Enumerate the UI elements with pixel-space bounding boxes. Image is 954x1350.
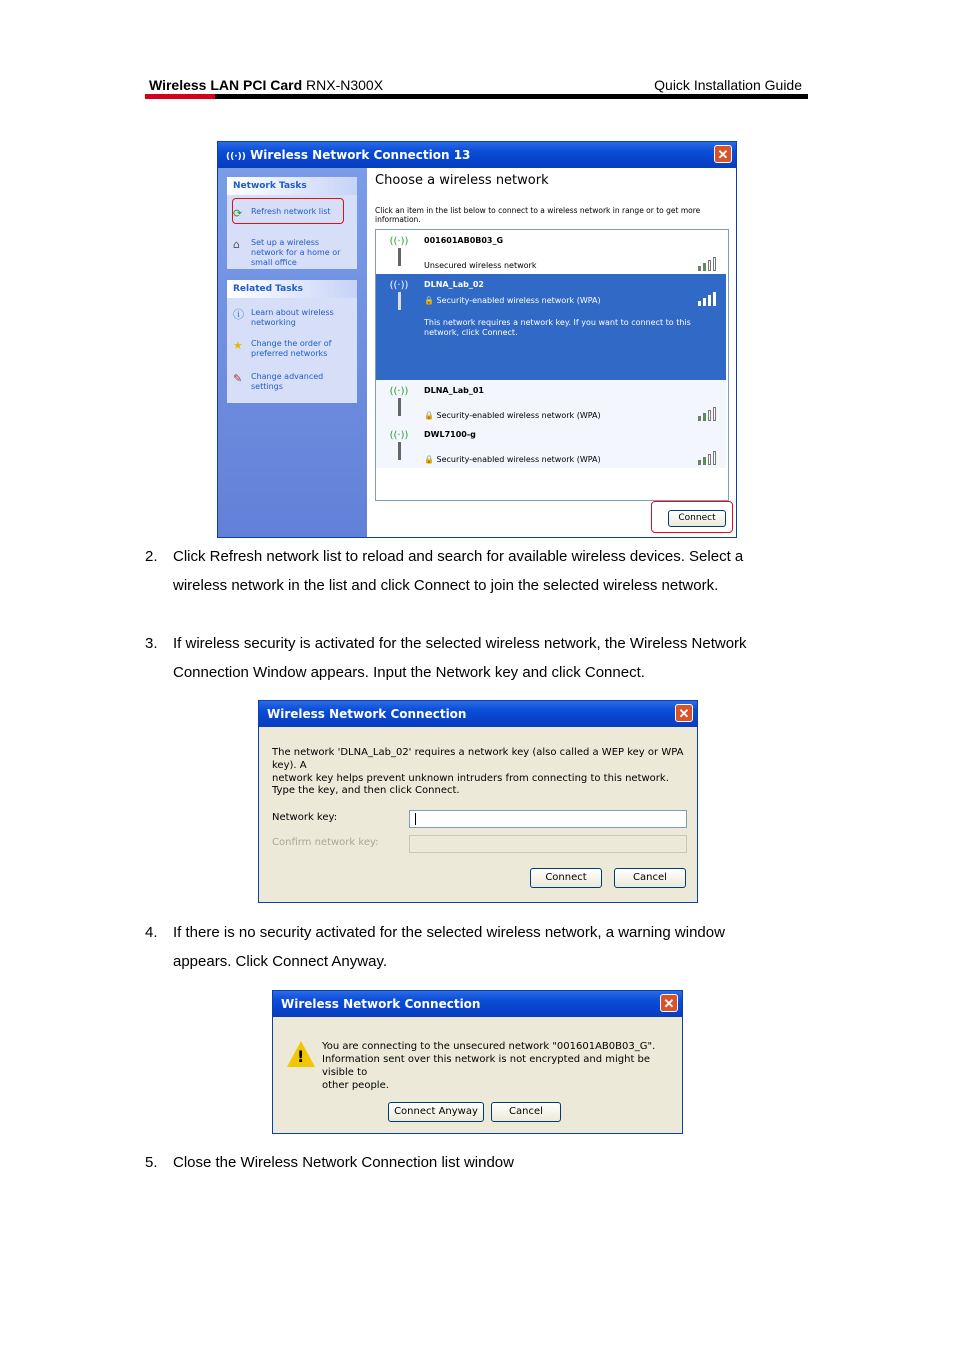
step-text-line: Close the Wireless Network Connection list window bbox=[173, 1154, 514, 1171]
confirm-key-label: Confirm network key: bbox=[272, 837, 379, 848]
network-key-dialog bbox=[258, 700, 698, 903]
info-icon: ⓘ bbox=[233, 308, 244, 321]
main-title: Choose a wireless network bbox=[375, 173, 549, 188]
task-label: Change advanced settings bbox=[251, 372, 324, 391]
antenna-icon: ((·)) bbox=[386, 280, 412, 312]
task-label: Set up a wireless network for a home or small office bbox=[251, 238, 341, 267]
connect-anyway-button[interactable]: Connect Anyway bbox=[388, 1102, 484, 1122]
task-label: Learn about wireless networking bbox=[251, 308, 334, 327]
network-security-text: Security-enabled wireless network (WPA) bbox=[436, 455, 601, 464]
step-text-line: Connection Window appears. Input the Network key and click Connect. bbox=[173, 664, 645, 681]
step-text-line: appears. Click Connect Anyway. bbox=[173, 953, 387, 970]
antenna-icon: ((·)) bbox=[386, 236, 412, 268]
connect-button[interactable]: Connect bbox=[668, 510, 726, 527]
header-product-name: Wireless LAN PCI Card bbox=[149, 77, 303, 93]
network-item-DWL7100-g[interactable] bbox=[376, 424, 726, 468]
warning-message-line: other people. bbox=[322, 1080, 389, 1091]
network-security-text: Security-enabled wireless network (WPA) bbox=[436, 296, 601, 305]
cancel-button[interactable]: Cancel bbox=[491, 1102, 561, 1122]
antenna-icon: ((·)) bbox=[386, 386, 412, 418]
wireless-network-list-window bbox=[217, 141, 737, 538]
header-product bbox=[149, 77, 383, 93]
warning-message-line: You are connecting to the unsecured network "001601AB0B03_G". bbox=[322, 1041, 656, 1052]
setup-network-icon: ⌂ bbox=[233, 238, 240, 251]
network-key-label: Network key: bbox=[272, 812, 338, 823]
network-list-pane bbox=[367, 168, 736, 537]
header-rule-accent bbox=[145, 94, 215, 99]
network-list bbox=[375, 229, 729, 501]
step-4 bbox=[145, 918, 805, 976]
step-text-line: If there is no security activated for the selected wireless network, a warning window bbox=[173, 924, 725, 941]
network-security-text: Security-enabled wireless network (WPA) bbox=[436, 411, 601, 420]
highlight-ring bbox=[232, 198, 344, 224]
close-button[interactable] bbox=[675, 704, 693, 722]
step-text-line: wireless network in the list and click Connect to join the selected wireless network. bbox=[173, 577, 719, 594]
warning-icon-mark: ! bbox=[297, 1047, 305, 1066]
network-item-DLNA-Lab-01[interactable] bbox=[376, 380, 726, 424]
network-item-DLNA-Lab-02[interactable] bbox=[376, 274, 726, 380]
cancel-button[interactable]: Cancel bbox=[614, 868, 686, 888]
network-tasks-heading: Network Tasks bbox=[227, 177, 357, 195]
window-title: Wireless Network Connection 13 bbox=[250, 148, 471, 162]
related-tasks-box bbox=[227, 280, 357, 403]
close-icon: ✕ bbox=[678, 706, 690, 721]
dialog-instruction: Type the key, and then click Connect. bbox=[272, 785, 460, 796]
refresh-icon: ⟳ bbox=[233, 207, 243, 220]
signal-strength-icon bbox=[698, 449, 720, 465]
network-name: DWL7100-g bbox=[424, 430, 476, 439]
step-3 bbox=[145, 629, 805, 687]
step-text-line: Click Refresh network list to reload and search for available wireless devices. Select a bbox=[173, 548, 744, 565]
signal-strength-icon bbox=[698, 405, 720, 421]
main-info-text: Click an item in the list below to connect to a wireless network in range or to get more information. bbox=[375, 206, 701, 224]
dialog-message-line: network key helps prevent unknown intruders from connecting to this network. bbox=[272, 773, 669, 784]
lock-icon: 🔒 bbox=[424, 411, 434, 420]
step-number: 2. bbox=[145, 548, 158, 565]
step-number: 3. bbox=[145, 635, 158, 652]
window-titlebar[interactable] bbox=[218, 142, 736, 168]
related-tasks-heading: Related Tasks bbox=[227, 280, 357, 298]
task-label: Change the order of preferred networks bbox=[251, 339, 332, 358]
dialog-title: Wireless Network Connection bbox=[267, 707, 467, 721]
antenna-icon: ((·)) bbox=[386, 430, 412, 462]
close-icon: ✕ bbox=[663, 996, 675, 1011]
settings-icon: ✎ bbox=[233, 372, 243, 385]
network-key-input[interactable] bbox=[409, 810, 687, 828]
star-icon: ★ bbox=[233, 339, 243, 352]
task-pane bbox=[218, 168, 367, 537]
close-icon: ✕ bbox=[717, 147, 729, 162]
task-label: Refresh network list bbox=[251, 207, 331, 216]
network-item-001601AB0B03-G[interactable] bbox=[376, 230, 726, 274]
network-security: Unsecured wireless network bbox=[424, 261, 537, 270]
network-name: DLNA_Lab_02 bbox=[424, 280, 484, 289]
header-rule bbox=[145, 94, 808, 99]
step-text-line: If wireless security is activated for the selected wireless network, the Wireless Network bbox=[173, 635, 747, 652]
unsecured-warning-dialog bbox=[272, 990, 683, 1134]
network-name: 001601AB0B03_G bbox=[424, 236, 504, 245]
close-button[interactable] bbox=[660, 994, 678, 1012]
dialog-titlebar[interactable] bbox=[259, 701, 697, 727]
warning-message-line: Information sent over this network is not encrypted and might be visible to bbox=[322, 1054, 651, 1078]
close-button[interactable] bbox=[714, 145, 732, 163]
lock-icon: 🔒 bbox=[424, 455, 434, 464]
dialog-message bbox=[272, 746, 697, 785]
network-name: DLNA_Lab_01 bbox=[424, 386, 484, 395]
step-number: 4. bbox=[145, 924, 158, 941]
dialog-title: Wireless Network Connection bbox=[281, 997, 481, 1011]
header-product-model: RNX-N300X bbox=[306, 77, 384, 93]
signal-strength-icon bbox=[698, 290, 720, 306]
lock-icon: 🔒 bbox=[424, 296, 434, 305]
wireless-icon: ((·)) bbox=[226, 152, 246, 162]
header-guide-title: Quick Installation Guide bbox=[654, 77, 802, 93]
network-security bbox=[424, 411, 601, 420]
network-security bbox=[424, 455, 601, 464]
network-extra-info: This network requires a network key. If you want to connect to this network, click Connect. bbox=[424, 318, 691, 337]
signal-strength-icon bbox=[698, 255, 720, 271]
dialog-titlebar[interactable] bbox=[273, 991, 682, 1017]
warning-message bbox=[322, 1040, 677, 1092]
connect-button[interactable]: Connect bbox=[530, 868, 602, 888]
step-5 bbox=[145, 1148, 805, 1177]
confirm-key-input[interactable] bbox=[409, 835, 687, 853]
step-2 bbox=[145, 542, 805, 600]
dialog-message-line: The network 'DLNA_Lab_02' requires a network key (also called a WEP key or WPA key). A bbox=[272, 747, 684, 771]
highlight-ring bbox=[651, 501, 733, 533]
network-security bbox=[424, 296, 601, 305]
step-number: 5. bbox=[145, 1154, 158, 1171]
